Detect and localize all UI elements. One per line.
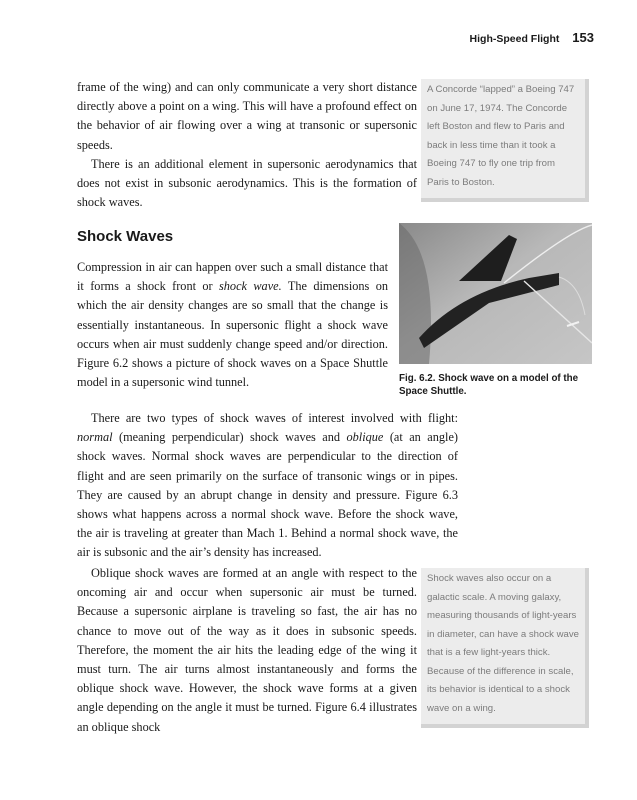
- term-oblique: oblique: [346, 430, 384, 445]
- page-number: 153: [572, 30, 594, 45]
- body-text-top: [77, 78, 417, 212]
- body-text-shock-intro: [77, 258, 388, 392]
- term-normal: normal: [77, 430, 113, 445]
- sidenote-galactic: Shock waves also occur on a galactic scale. A moving galaxy, measuring thousands of light-years in diameter, can have a shock wave that is a few light-years thick. Because of the difference in scale, its behavior is identical to a shock wave on a wing.: [421, 568, 589, 728]
- figure-caption: Fig. 6.2. Shock wave on a model of the Space Shuttle.: [399, 373, 579, 397]
- figure-shock-wave-photo: [399, 223, 592, 364]
- paragraph-2: There is an additional element in supersonic aerodynamics that does not exist in subsonic aerodynamics. This is the formation of shock waves.: [77, 156, 417, 210]
- paragraph-3: Compression in air can happen over such a small distance that it forms a shock front or shock wave. The dimensions on which the air density changes are so small that the change is essentially instantaneous. In supersonic flight a shock wave occurs when air must suddenly change speed and/or direction. Figure 6.2 shows a picture of shock waves on a Space Shuttle model in a supersonic wind tunnel.: [77, 260, 389, 390]
- running-header: [394, 30, 594, 45]
- paragraph-4: There are two types of shock waves of interest involved with flight: normal (meaning perpendicular) shock waves and oblique (at an angle) shock waves. Normal shock waves are perpendicular to the direction of flight and are seen primarily on the surface of transonic wings or in pipes. They are caused by an abrupt change in density and pressure. Figure 6.3 shows what happens across a normal shock wave. Before the shock wave, the air is traveling at greater than Mach 1. Behind a normal shock wave, the air is subsonic and the air’s density has increased.: [77, 411, 458, 560]
- sidenote-concorde: A Concorde “lapped” a Boeing 747 on June 17, 1974. The Concorde left Boston and flew to Paris and back in less time than it took a Boeing 747 to fly one trip from Paris to Boston.: [421, 79, 589, 202]
- paragraph-1: frame of the wing) and can only communicate a very short distance directly above a point on a wing. This will have a profound effect on the behavior of air flowing over a wing at transonic or supersonic speeds.: [77, 80, 417, 152]
- paragraph-5: Oblique shock waves are formed at an angle with respect to the oncoming air and occur when supersonic air must be turned. Because a supersonic airplane is traveling so fast, the air has no chance to move out of the way as it does in subsonic speeds. Therefore, the moment the air hits the leading edge of the wing it must turn. The air turns almost instantaneously and forms the oblique shock wave. However, the shock wave forms at a given angle depending on the angle it must be turned. Figure 6.4 illustrates an oblique shock: [77, 566, 417, 734]
- body-text-oblique-waves: [77, 564, 417, 737]
- section-title: Shock Waves: [77, 228, 174, 245]
- body-text-normal-waves: [77, 409, 458, 563]
- running-title: High-Speed Flight: [469, 33, 560, 45]
- term-shock-wave: shock wave.: [219, 279, 282, 294]
